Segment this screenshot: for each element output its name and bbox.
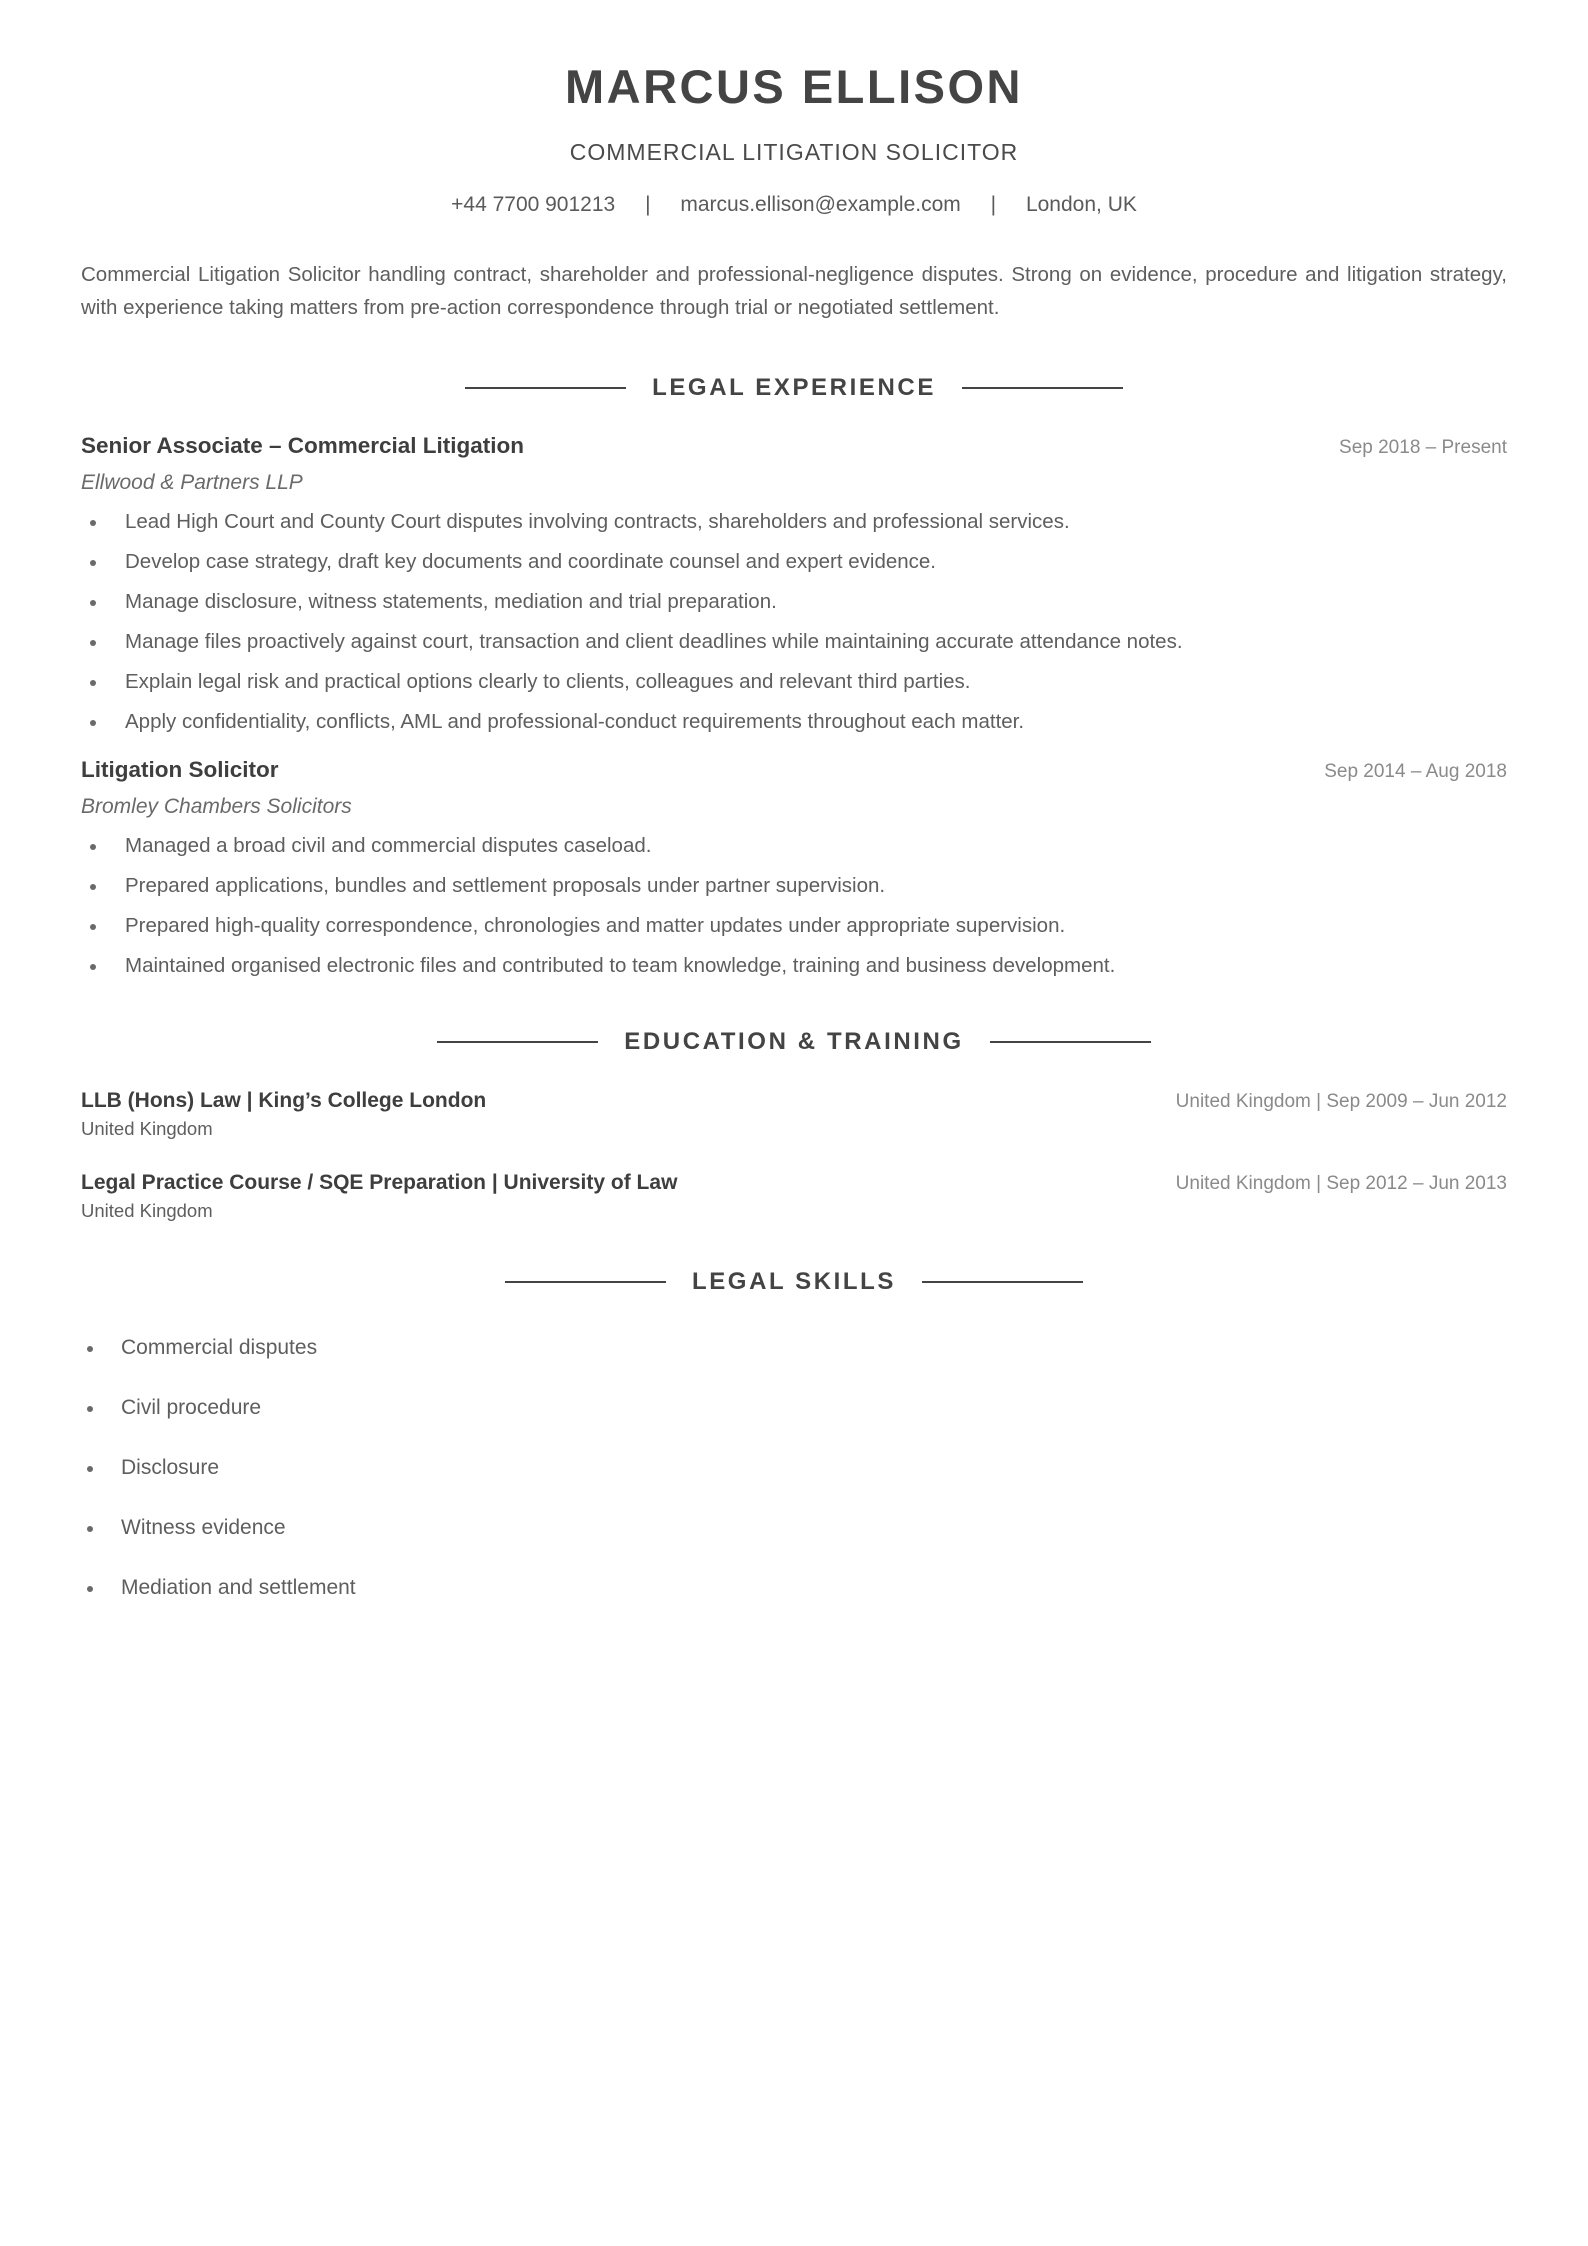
phone-number: +44 7700 901213: [451, 193, 616, 216]
location: London, UK: [1025, 193, 1137, 216]
list-item: Manage disclosure, witness statements, mediation and trial preparation.: [81, 582, 1507, 622]
skills-list: [81, 1318, 1507, 1618]
job-employer: Bromley Chambers Solicitors: [81, 795, 352, 818]
list-item: Maintained organised electronic files and contributed to team knowledge, training and business development.: [81, 946, 1507, 986]
list-item: Prepared applications, bundles and settlement proposals under partner supervision.: [81, 866, 1507, 906]
job-dates: Sep 2018 – Present: [1339, 437, 1507, 458]
education-header: [81, 1088, 1507, 1114]
list-item: Develop case strategy, draft key documents and coordinate counsel and expert evidence.: [81, 542, 1507, 582]
contact-separator: |: [990, 193, 997, 216]
professional-summary: Commercial Litigation Solicitor handling contract, shareholder and professional-negligence disputes. Strong on evidence, procedure and litigation strategy, with experience taking matters from pre-action correspondence through trial or negotiated settlement.: [81, 263, 1507, 319]
section-heading-label: LEGAL EXPERIENCE: [652, 374, 936, 401]
heading-rule: [505, 1281, 666, 1283]
section-heading-skills: [81, 1268, 1507, 1296]
list-item: Commercial disputes: [81, 1318, 1507, 1378]
job-dates: Sep 2014 – Aug 2018: [1324, 761, 1507, 782]
section-heading-experience: [81, 374, 1507, 402]
education-entry: [81, 1088, 1507, 1140]
job-employer: Ellwood & Partners LLP: [81, 471, 303, 494]
heading-rule: [990, 1041, 1151, 1043]
heading-rule: [465, 387, 626, 389]
list-item: Managed a broad civil and commercial disputes caseload.: [81, 826, 1507, 866]
list-item: Civil procedure: [81, 1378, 1507, 1438]
section-heading-label: EDUCATION & TRAINING: [624, 1028, 964, 1055]
contact-line: [81, 192, 1507, 218]
education-meta: United Kingdom | Sep 2009 – Jun 2012: [1175, 1091, 1507, 1112]
job-entry: [81, 432, 1507, 742]
list-item: Mediation and settlement: [81, 1558, 1507, 1618]
education-location: United Kingdom: [81, 1118, 213, 1139]
heading-rule: [437, 1041, 598, 1043]
list-item: Witness evidence: [81, 1498, 1507, 1558]
job-role: Litigation Solicitor: [81, 757, 279, 782]
job-role: Senior Associate – Commercial Litigation: [81, 433, 525, 458]
job-entry: [81, 756, 1507, 986]
job-header: [81, 756, 1507, 784]
candidate-name: MARCUS ELLISON: [565, 60, 1023, 113]
job-bullets: [81, 502, 1507, 742]
list-item: Prepared high-quality correspondence, chronologies and matter updates under appropriate supervision.: [81, 906, 1507, 946]
education-header: [81, 1170, 1507, 1196]
list-item: Manage files proactively against court, transaction and client deadlines while maintaining accurate attendance notes.: [81, 622, 1507, 662]
heading-rule: [962, 387, 1123, 389]
job-bullets: [81, 826, 1507, 986]
job-header: [81, 432, 1507, 460]
candidate-title: COMMERCIAL LITIGATION SOLICITOR: [569, 139, 1019, 165]
list-item: Explain legal risk and practical options clearly to clients, colleagues and relevant third parties.: [81, 662, 1507, 702]
education-name: LLB (Hons) Law | King’s College London: [81, 1089, 487, 1112]
education-name: Legal Practice Course / SQE Preparation | University of Law: [81, 1171, 678, 1194]
email-address: marcus.ellison@example.com: [680, 193, 961, 216]
education-meta: United Kingdom | Sep 2012 – Jun 2013: [1175, 1173, 1507, 1194]
contact-separator: |: [645, 193, 651, 216]
education-entry: [81, 1170, 1507, 1222]
list-item: Lead High Court and County Court disputes involving contracts, shareholders and professional services.: [81, 502, 1507, 542]
heading-rule: [922, 1281, 1083, 1283]
section-heading-education: [81, 1028, 1507, 1056]
list-item: Disclosure: [81, 1438, 1507, 1498]
section-heading-label: LEGAL SKILLS: [691, 1268, 897, 1295]
list-item: Apply confidentiality, conflicts, AML and professional-conduct requirements throughout each matter.: [81, 702, 1507, 742]
education-location: United Kingdom: [81, 1200, 213, 1221]
